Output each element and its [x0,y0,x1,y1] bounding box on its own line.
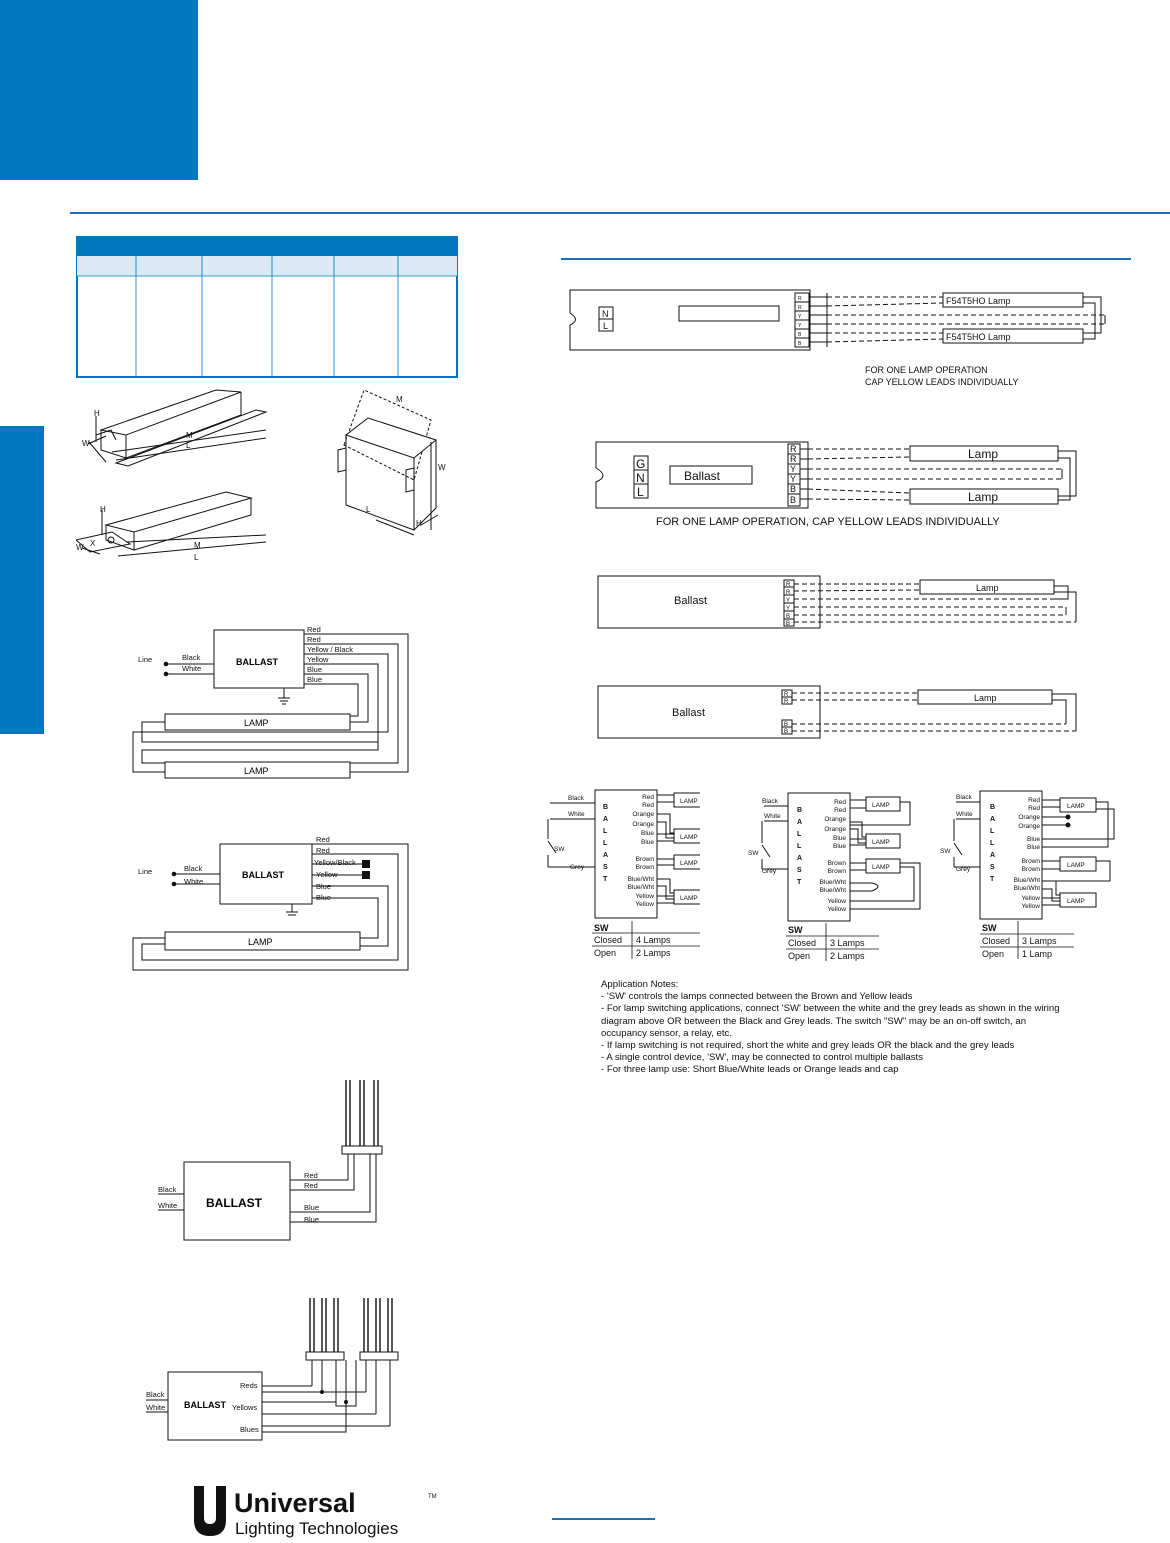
white-lead-label: White [182,664,202,673]
lead-a-1: Red [642,794,654,801]
ballast-letter: T [603,876,608,883]
lead-b-11: Yellow [827,898,846,905]
dim-l2-label: L [194,553,199,562]
sw-table-head: SW [594,923,609,933]
lead-a-9: Blue/Wht [627,876,654,883]
lamp-label-1: Lamp [968,447,999,461]
sw-table-open-value: 2 Lamps [636,948,671,958]
line-label: Line [138,867,153,876]
sw-diagram-3lamp-b [940,785,1130,963]
lead-label-5: Blue [316,882,332,891]
dim-l-label: L [186,441,191,450]
footer-rule [552,1518,655,1520]
lamp-c-1: LAMP [1067,803,1085,810]
lead-a-2: Red [642,802,654,809]
pin-r2: R [786,590,791,596]
lamp-a-2: LAMP [680,834,698,841]
one-lamp-note: FOR ONE LAMP OPERATION, CAP YELLOW LEADS INDIVIDUALLY [656,516,1000,528]
lead-label-3: Yellow / Black [307,645,353,654]
lead-a-4: Orange [632,821,654,828]
wiring-section-rule [561,258,1131,260]
black-label: Black [762,798,778,805]
dimension-drawings [76,380,486,585]
ballast-letter: B [603,804,609,811]
wiring-diagram-pl [150,1076,400,1244]
sw-table-open-value: 2 Lamps [830,951,865,961]
lead-b-4: Orange [824,826,846,833]
ballast-label: BALLAST [184,1400,226,1410]
lead-c-5: Blue [1026,836,1040,843]
ballast-letter: L [990,840,995,847]
reds-label: Reds [240,1381,258,1390]
side-blue-tab [0,426,44,734]
wiring-diagram-2lamp [130,620,420,785]
dim-m2-label: M [194,541,201,550]
ballast-letter: L [603,840,608,847]
l-terminal: L [637,485,644,499]
t5ho-wiring-diagram [565,285,1115,397]
ballast-letter: A [990,816,996,823]
ballast-letter: A [797,819,803,826]
pin-y2: Y [798,323,802,329]
lead-a-12: Yellow [635,901,654,908]
lead-b-1: Red [834,799,846,806]
lead-a-10: Blue/Wht [627,884,654,891]
n-terminal: N [602,309,609,319]
lead-a-11: Yellow [635,893,654,900]
sw-table-closed-value: 3 Lamps [1022,936,1057,946]
lead-label-2: Red [304,1181,318,1190]
lead-b-7: Brown [827,860,846,867]
pin-r1: R [790,444,797,454]
pin-r2: R [784,699,789,705]
lamp-a-3: LAMP [680,860,698,867]
ballast-letter: A [797,855,803,862]
lead-label-4: Yellow [316,870,338,879]
ballast-letter: L [797,831,802,838]
sw-table-closed: Closed [982,936,1011,946]
note-line-1: - 'SW' controls the lamps connected between the Brown and Yellow leads [601,991,913,1003]
lead-c-7: Brown [1021,858,1040,865]
dim-x-label: X [90,539,96,548]
dim-w2-label: W [76,543,84,552]
lamp-label: Lamp [976,583,999,593]
lead-b-9: Blue/Wht [819,879,846,886]
pin-y1: Y [786,598,791,604]
universal-u-logo-icon [194,1486,226,1536]
pin-y2: Y [790,474,797,484]
lamp-label-2: LAMP [244,766,269,776]
sw-table-head: SW [788,925,803,935]
lead-label-1: Red [307,625,321,634]
ballast-gnl-wiring-diagram [592,438,1092,530]
lead-c-11: Yellow [1021,895,1040,902]
ballast-letter: L [603,828,608,835]
ballast-label: BALLAST [236,657,278,667]
lead-label-4: Yellow [307,655,329,664]
pin-b1: B [790,484,797,494]
lamp-label-2: F54T5HO Lamp [946,332,1011,342]
ballast-label: BALLAST [206,1196,262,1210]
lead-c-3: Orange [1018,814,1040,821]
dim-w3-label: W [438,463,446,472]
dim-h2-label: H [100,505,106,514]
lamp-a-1: LAMP [680,798,698,805]
pin-b1: B [798,332,802,338]
pin-r1: R [784,692,789,698]
sw-table-head: SW [982,923,997,933]
lamp-label: Lamp [974,693,997,703]
note-line-5: - For three lamp use: Short Blue/White leads or Orange leads and cap [601,1064,899,1076]
lead-b-2: Red [834,807,846,814]
dim-m-label: M [186,431,193,440]
lead-label-2: Red [307,635,321,644]
dim-m3-label: M [396,395,403,404]
ballast-letter: L [990,828,995,835]
lamp-label-2: Lamp [968,490,999,504]
lead-a-7: Brown [635,856,654,863]
pin-y1: Y [798,314,802,320]
lead-c-6: Blue [1026,844,1040,851]
ballast-label: Ballast [672,707,706,719]
ballast-label: Ballast [684,469,721,483]
ballast-letter: S [797,867,802,874]
logo-tm: TM [428,1494,437,1500]
lead-cap-1 [362,860,370,868]
pin-r1: R [798,296,802,302]
ballast-letter: B [990,804,996,811]
note-line-2: - For lamp switching applications, connect 'SW' between the white and the grey leads as shown in the wiring diagram above OR between the Black and Grey leads. The switch "SW" may be an on-off switch, an occupancy sensor, a relay, etc. [601,1003,1060,1039]
ballast-letter: B [797,807,803,814]
logo-brand: Universal [234,1488,356,1518]
notes-title: Application Notes: [601,979,679,990]
lead-c-9: Blue/Wht [1013,877,1040,884]
sw-table-closed-value: 3 Lamps [830,938,865,948]
lead-label-4: Blue [304,1215,320,1224]
lamp-a-4: LAMP [680,895,698,902]
white-label: White [764,813,781,820]
lead-c-8: Brown [1021,866,1040,873]
sw-label: SW [554,846,565,853]
dim-l3-label: L [366,505,371,514]
ballast-single-lamp-diagram [596,574,1086,632]
lead-a-3: Orange [632,811,654,818]
black-lead-label: Black [146,1390,165,1399]
lamp-c-2: LAMP [1067,862,1085,869]
ballast-letter: A [603,816,609,823]
spec-table [76,236,458,378]
lamp-b-2: LAMP [872,839,890,846]
sw-label: SW [940,848,951,855]
universal-logo [190,1484,470,1540]
pin-y1: Y [790,464,797,474]
lead-label-6: Blue [316,893,332,902]
lead-b-5: Blue [832,835,846,842]
ballast-letter: S [603,864,608,871]
lead-label-6: Blue [307,675,323,684]
ballast-letter: T [797,879,802,886]
pin-r2: R [790,454,797,464]
pin-b2: B [786,621,791,627]
wiring-diagram-1lamp [130,832,420,974]
lead-c-1: Red [1028,797,1040,804]
lead-a-8: Brown [635,864,654,871]
application-notes [601,979,1071,1077]
lead-c-2: Red [1028,805,1040,812]
note-line-4: - A single control device, 'SW', may be connected to control multiple ballasts [601,1052,924,1064]
pin-b2: B [790,495,797,505]
pin-r2: R [798,305,802,311]
white-lead-label: White [184,877,204,886]
dim-w-label: W [82,439,90,448]
sw-table-open-value: 1 Lamp [1022,949,1053,959]
lead-b-6: Blue [832,843,846,850]
lamp-c-3: LAMP [1067,898,1085,905]
ballast-letter: A [603,852,609,859]
grey-label: Grey [570,864,585,871]
wiring-diagram-pl2 [140,1296,410,1444]
grey-label: Grey [762,868,777,875]
header-rule [70,212,1170,214]
sw-table-closed: Closed [788,938,817,948]
pin-y2: Y [786,606,791,612]
black-lead-label: Black [158,1185,177,1194]
g-terminal: G [636,457,646,471]
ballast-letter: L [797,843,802,850]
grey-label: Grey [956,866,971,873]
black-label: Black [568,795,584,802]
sw-diagram-3lamp-a [744,787,929,965]
black-label: Black [956,794,972,801]
white-lead-label: White [146,1403,166,1412]
dim-h-label: H [94,409,100,418]
lead-label-5: Blue [307,665,323,674]
lead-label-1: Red [304,1171,318,1180]
dim-h3-label: H [416,519,422,528]
sw-table-closed-value: 4 Lamps [636,935,671,945]
lead-b-3: Orange [824,816,846,823]
yellows-label: Yellows [232,1403,258,1412]
lamp-label-1: F54T5HO Lamp [946,296,1011,306]
lead-label-3: Yellow/Black [314,858,356,867]
pin-b2: B [784,729,789,735]
lamp-b-3: LAMP [872,864,890,871]
header-blue-block [0,0,198,180]
blues-label: Blues [240,1425,259,1434]
sw-table-open: Open [594,948,617,958]
lead-a-6: Blue [640,839,654,846]
lead-b-12: Yellow [827,906,846,913]
line-label: Line [138,655,153,664]
lamp-label-1: LAMP [244,718,269,728]
lead-c-4: Orange [1018,823,1040,830]
pin-r1: R [786,582,791,588]
ballast-letter: S [990,864,995,871]
one-lamp-note-2: CAP YELLOW LEADS INDIVIDUALLY [865,377,1019,387]
logo-subtitle: Lighting Technologies [235,1519,399,1538]
sw-diagram-4lamp [540,785,700,963]
l-terminal: L [603,321,609,331]
white-lead-label: White [158,1201,178,1210]
sw-table-closed: Closed [594,935,623,945]
sw-table-open: Open [788,951,811,961]
black-lead-label: Black [184,864,203,873]
one-lamp-note-1: FOR ONE LAMP OPERATION [865,365,988,375]
lead-cap-2 [362,871,370,879]
pin-b1: B [784,722,789,728]
lead-b-8: Brown [827,868,846,875]
pin-b1: B [786,614,791,620]
lamp-b-1: LAMP [872,802,890,809]
lead-c-10: Blue/Wht [1013,885,1040,892]
sw-label: SW [748,850,759,857]
lead-label-1: Red [316,835,330,844]
note-line-3: - If lamp switching is not required, short the white and grey leads OR the black and the grey leads [601,1040,1015,1052]
lead-a-5: Blue [640,830,654,837]
ballast-label: BALLAST [242,870,284,880]
ballast-label: Ballast [674,595,708,607]
ballast-rrbb-diagram [596,684,1086,740]
lead-b-10: Blue/Wht [819,887,846,894]
black-lead-label: Black [182,653,201,662]
white-label: White [568,811,585,818]
sw-table-open: Open [982,949,1005,959]
n-terminal: N [636,471,645,485]
lead-c-12: Yellow [1021,903,1040,910]
lead-label-2: Red [316,846,330,855]
lamp-label: LAMP [248,937,273,947]
ballast-letter: A [990,852,996,859]
ballast-letter: T [990,876,995,883]
lead-label-3: Blue [304,1203,320,1212]
pin-b2: B [798,341,802,347]
white-label: White [956,811,973,818]
